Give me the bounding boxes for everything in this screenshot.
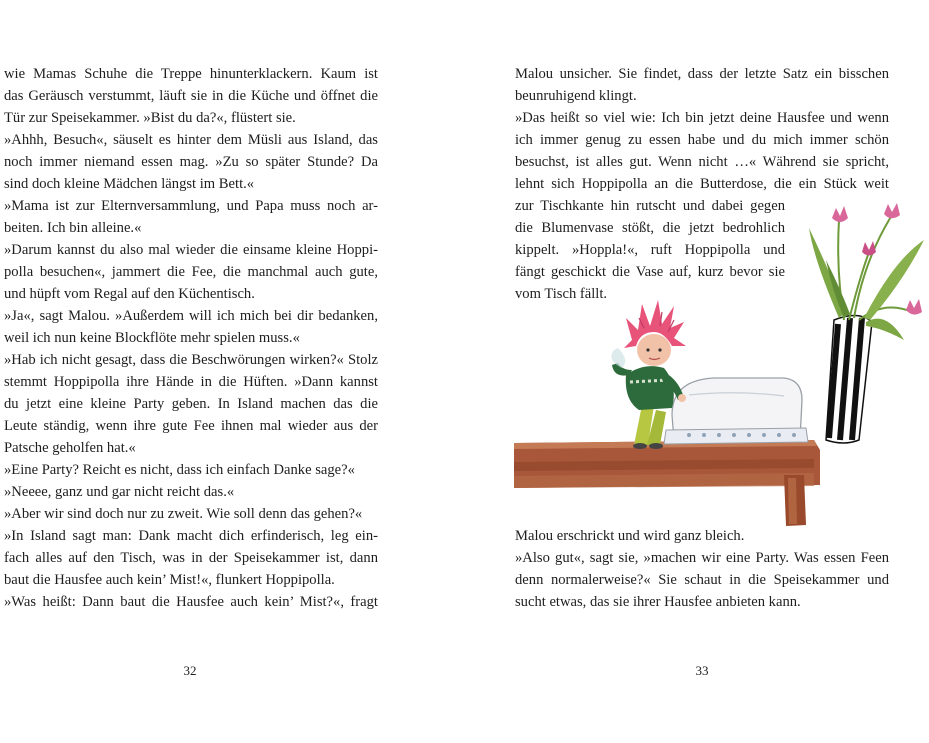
text-line: wie Mamas Schuhe die Treppe hinunterklackern. Kaum ist [4,66,378,82]
text-line: fängt geschickt die Vase auf, kurz bevor sie [515,264,785,280]
text-line: »Mama ist zur Elternversammlung, und Papa muss noch ar- [4,198,378,214]
text-line: besuchst, ist alles gut. Wenn nicht …« Während sie spricht, [515,154,889,170]
text-line: beiten. Ich bin alleine.« [4,220,142,236]
text-line: »Darum kannst du also mal wieder die einsame kleine Hoppi- [4,242,378,258]
text-line: das Geräusch verstummt, läuft sie in die Küche und öffnet die [4,88,378,104]
text-line: Malou erschrickt und wird ganz bleich. [515,528,745,544]
text-line: Malou unsicher. Sie findet, dass der letzte Satz ein bisschen [515,66,889,82]
text-line: »Hab ich nicht gesagt, dass die Beschwörungen wirken?« Stolz [4,352,378,368]
text-line: »Neeee, ganz und gar nicht reicht das.« [4,484,235,500]
text-line: die Blumenvase stößt, die jetzt bedrohlich [515,220,785,236]
text-line: »Eine Party? Reicht es nicht, dass ich einfach Danke sage?« [4,462,355,478]
text-line: sind doch kleine Mädchen längst im Bett.« [4,176,255,192]
flower-vase [826,315,872,443]
text-line: denn normalerweise?« Sie schaut in die Speisekammer und [515,572,889,588]
text-line: »Also gut«, sagt sie, »machen wir eine Party. Was essen Feen [515,550,889,566]
illustration [514,200,928,530]
text-line: fach alles auf den Tisch, was in der Speisekammer ist, dann [4,550,378,566]
kitchen-table [514,440,820,526]
text-line: »Aber wir sind doch nur zu zweit. Wie soll denn das gehen?« [4,506,363,522]
text-line: Tür zur Speisekammer. »Bist du da?«, flüstert sie. [4,110,296,126]
text-line: »Was heißt: Dann baut die Hausfee auch kein’ Mist?«, fragt [4,594,378,610]
text-line: noch immer niemand essen mag. »Zu so später Stunde? Da [4,154,378,170]
text-line: weil ich nun keine Blockflöte mehr spielen muss.« [4,330,300,346]
text-line: ich immer genug zu essen habe und du mich immer schön [515,132,889,148]
text-line: kippelt. »Hoppla!«, ruft Hoppipolla und [515,242,785,258]
text-line: du jetzt eine kleine Party geben. In Island machen das die [4,396,378,412]
butter-dish [664,378,808,444]
text-line: »Ahhh, Besuch«, säuselt es hinter dem Müsli aus Island, das [4,132,378,148]
text-line: sucht etwas, das sie ihrer Hausfee anbieten kann. [515,594,801,610]
text-line: und hüpft vom Regal auf den Küchentisch. [4,286,255,302]
text-line: »In Island sagt man: Dank macht dich erfinderisch, leg ein- [4,528,378,544]
text-line: baut die Hausfee auch kein’ Mist!«, flunkert Hoppipolla. [4,572,335,588]
text-line: zur Tischkante hin rutscht und dabei gegen [515,198,785,214]
left-page [0,0,464,743]
text-line: lehnt sich Hoppipolla an die Butterdose, die ein Stück weit [515,176,889,192]
page-number-left: 32 [183,663,197,678]
text-line: stemmt Hoppipolla ihre Hände in die Hüften. »Dann kannst [4,374,378,390]
text-line: Patsche geholfen hat.« [4,440,136,456]
text-line: polla besuchen«, jammert die Fee, die manchmal auch gute, [4,264,378,280]
page-number-right: 33 [695,663,709,678]
text-line: vom Tisch fällt. [515,286,608,302]
text-line: Leute ständig, wenn ihre gute Fee ihnen mal wieder aus der [4,418,378,434]
text-line: »Das heißt so viel wie: Ich bin jetzt deine Hausfee und wenn [515,110,889,126]
text-line: beunruhigend klingt. [515,88,637,104]
text-line: »Ja«, sagt Malou. »Außerdem will ich mich bei dir bedanken, [4,308,378,324]
